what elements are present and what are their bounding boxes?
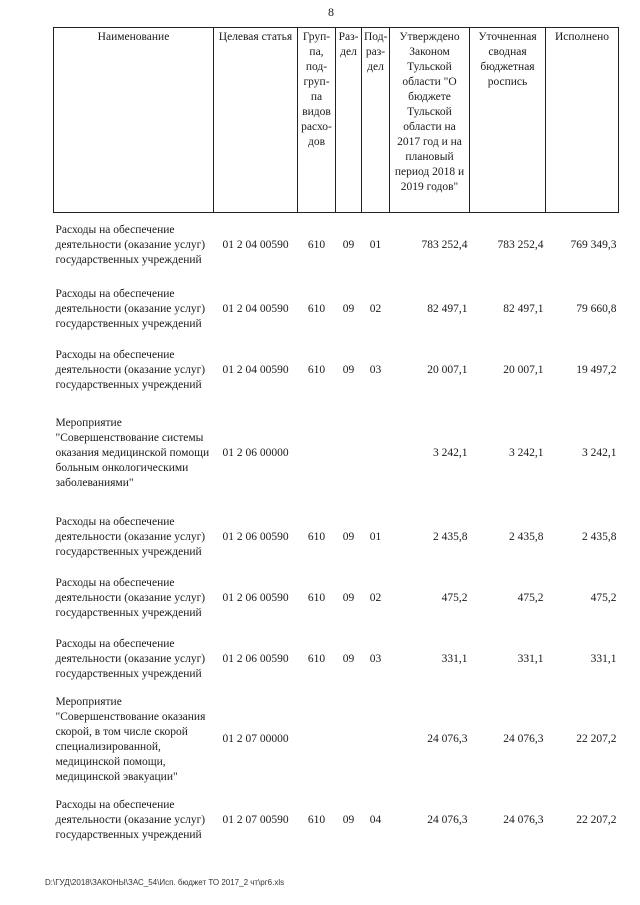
table-header-row	[54, 28, 619, 213]
row-razdel: 09	[342, 814, 355, 826]
row-executed: 22 207,2	[576, 814, 617, 826]
row-target-code: 01 2 07 00590	[222, 814, 289, 826]
row-executed: 22 207,2	[576, 733, 617, 745]
row-refined: 331,1	[517, 652, 544, 665]
row-approved: 82 497,1	[427, 302, 468, 315]
header-podrazdel: Под-раз-дел	[362, 28, 390, 213]
row-approved: 20 007,1	[427, 363, 468, 376]
row-razdel: 09	[342, 239, 355, 252]
row-podrazdel	[362, 690, 390, 790]
row-name: Мероприятие "Совершенствование системы оказания медицинской помощи больным онкологическими заболеваниями"	[55, 417, 210, 489]
header-group: Груп-па, под-груп-па видов расхо-дов	[298, 28, 336, 213]
row-approved: 475,2	[441, 591, 468, 604]
row-name: Расходы на обеспечение деятельности (оказание услуг) государственных учреждений	[55, 224, 206, 267]
row-approved: 3 242,1	[433, 447, 468, 459]
row-approved: 24 076,3	[427, 733, 468, 745]
row-executed: 2 435,8	[582, 530, 617, 543]
row-target-code: 01 2 06 00000	[222, 447, 289, 459]
row-executed: 79 660,8	[576, 302, 617, 315]
row-refined: 82 497,1	[503, 302, 544, 315]
row-group	[298, 690, 336, 790]
table-row	[54, 790, 619, 852]
row-razdel: 09	[342, 363, 355, 376]
row-refined: 783 252,4	[497, 239, 544, 252]
header-target: Целевая статья	[214, 28, 298, 213]
table-row	[54, 340, 619, 401]
row-razdel: 09	[342, 652, 355, 665]
header-refined: Уточненная сводная бюджетная роспись	[470, 28, 546, 213]
row-group	[298, 401, 336, 507]
row-podrazdel: 04	[369, 814, 382, 826]
row-target-code: 01 2 04 00590	[222, 302, 289, 315]
row-group: 610	[307, 530, 326, 543]
row-podrazdel: 01	[369, 239, 382, 252]
row-target-code: 01 2 07 00000	[222, 733, 289, 745]
row-target-code: 01 2 04 00590	[222, 363, 289, 376]
row-refined: 24 076,3	[503, 814, 544, 826]
row-podrazdel: 02	[369, 591, 382, 604]
row-name: Расходы на обеспечение деятельности (оказание услуг) государственных учреждений	[55, 287, 206, 330]
row-razdel: 09	[342, 302, 355, 315]
table-row	[54, 629, 619, 690]
row-target-code: 01 2 06 00590	[222, 591, 289, 604]
row-executed: 331,1	[590, 652, 617, 665]
row-group: 610	[307, 814, 326, 826]
header-approved: Утверждено Законом Тульской области "О бюджете Тульской области на 2017 год и на плановый период 2018 и 2019 годов"	[390, 28, 470, 213]
header-razdel: Раз-дел	[336, 28, 362, 213]
row-podrazdel: 03	[369, 652, 382, 665]
row-name: Расходы на обеспечение деятельности (оказание услуг) государственных учреждений	[55, 348, 206, 391]
row-approved: 2 435,8	[433, 530, 468, 543]
row-razdel	[336, 690, 362, 790]
row-approved: 783 252,4	[421, 239, 468, 252]
row-name: Расходы на обеспечение деятельности (оказание услуг) государственных учреждений	[55, 637, 206, 680]
table-row	[54, 279, 619, 340]
table-row	[54, 568, 619, 629]
row-razdel	[336, 401, 362, 507]
row-approved: 331,1	[441, 652, 468, 665]
row-refined: 24 076,3	[503, 733, 544, 745]
row-refined: 20 007,1	[503, 363, 544, 376]
row-podrazdel: 03	[369, 363, 382, 376]
row-group: 610	[307, 302, 326, 315]
row-executed: 475,2	[590, 591, 617, 604]
row-podrazdel	[362, 401, 390, 507]
row-name: Расходы на обеспечение деятельности (оказание услуг) государственных учреждений	[55, 799, 206, 841]
budget-table	[53, 27, 619, 852]
row-refined: 2 435,8	[509, 530, 544, 543]
row-group: 610	[307, 239, 326, 252]
row-executed: 769 349,3	[570, 239, 617, 252]
page-number: 8	[328, 5, 334, 19]
row-executed: 3 242,1	[582, 447, 617, 459]
row-razdel: 09	[342, 591, 355, 604]
row-target-code: 01 2 06 00590	[222, 530, 289, 543]
row-razdel: 09	[342, 530, 355, 543]
row-approved: 24 076,3	[427, 814, 468, 826]
table-row	[54, 213, 619, 279]
row-name: Расходы на обеспечение деятельности (оказание услуг) государственных учреждений	[55, 515, 206, 558]
row-group: 610	[307, 591, 326, 604]
row-podrazdel: 01	[369, 530, 382, 543]
row-name: Расходы на обеспечение деятельности (оказание услуг) государственных учреждений	[55, 576, 206, 619]
file-path-footer: D:\ГУД\2018\ЗАКОНЫ\ЗАС_54\Исп. бюджет ТО 2017_2 чт\рг6.xls	[45, 878, 285, 887]
header-name: Наименование	[54, 28, 214, 213]
table-row	[54, 690, 619, 790]
row-refined: 475,2	[517, 591, 544, 604]
row-group: 610	[307, 652, 326, 665]
row-name: Мероприятие "Совершенствование оказания скорой, в том числе скорой специализированной, медицинской помощи, медицинской эвакуации"	[55, 695, 206, 783]
row-target-code: 01 2 04 00590	[222, 239, 289, 252]
table-row	[54, 507, 619, 568]
row-group: 610	[307, 363, 326, 376]
row-refined: 3 242,1	[509, 447, 544, 459]
row-target-code: 01 2 06 00590	[222, 652, 289, 665]
row-executed: 19 497,2	[576, 363, 617, 376]
header-executed: Исполнено	[546, 28, 619, 213]
row-podrazdel: 02	[369, 302, 382, 315]
table-row	[54, 401, 619, 507]
